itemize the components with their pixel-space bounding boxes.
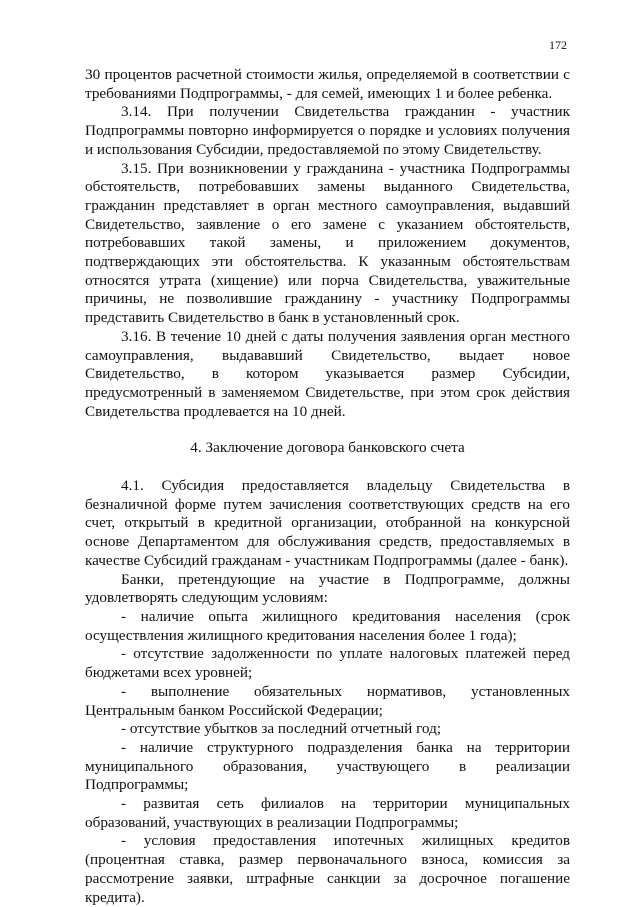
document-body — [85, 66, 570, 907]
list-item-structural-division: - наличие структурного подразделения банка на территории муниципального образования, участвующего в реализации Подпрограммы; — [85, 738, 570, 794]
list-item-mandatory-standards: - выполнение обязательных нормативов, установленных Центральным банком Российской Федерации; — [85, 682, 570, 719]
page-number: 172 — [549, 38, 567, 52]
paragraph-bank-requirements: Банки, претендующие на участие в Подпрограмме, должны удовлетворять следующим условиям: — [85, 570, 570, 607]
paragraph-3-16: 3.16. В течение 10 дней с даты получения заявления орган местного самоуправления, выдававший Свидетельство, выдает новое Свидетельство, в котором указывается размер Субсидии, предусмотренный в заменяемом Свидетельстве, при этом срок действия Свидетельства продлевается на 10 дней. — [85, 327, 570, 420]
paragraph-3-15: 3.15. При возникновении у гражданина - участника Подпрограммы обстоятельств, потребовавших замены выданного Свидетельства, гражданин представляет в орган местного самоуправления, выдавший Свидетельство, заявление о его замене с указанием обстоятельств, потребовавших такой замены, и приложением документов, подтверждающих эти обстоятельства. К указанным обстоятельствам относятся утрата (хищение) или порча Свидетельства, уважительные причины, не позволившие гражданину - участнику Подпрограммы представить Свидетельство в банк в установленный срок. — [85, 159, 570, 327]
list-item-no-losses: - отсутствие убытков за последний отчетный год; — [121, 720, 442, 738]
list-item-branch-network: - развитая сеть филиалов на территории муниципальных образований, участвующих в реализации Подпрограммы; — [85, 795, 570, 831]
paragraph-3-14: 3.14. При получении Свидетельства гражданин - участник Подпрограммы повторно информируется о порядке и условиях получения и использования Субсидии, предоставляемой по этому Свидетельству. — [85, 103, 570, 158]
section-heading: 4. Заключение договора банковского счета — [190, 439, 465, 457]
list-item-no-tax-debt: - отсутствие задолженности по уплате налоговых платежей перед бюджетами всех уровней; — [85, 645, 570, 682]
list-item-mortgage-conditions: - условия предоставления ипотечных жилищных кредитов (процентная ставка, размер первоначального взноса, комиссия за рассмотрение заявки, штрафные санкции за досрочное погашение кредита). — [85, 832, 570, 906]
paragraph-continuation: 30 процентов расчетной стоимости жилья, определяемой в соответствии с требованиями Подпрограммы, - для семей, имеющих 1 и более ребенка. — [85, 66, 570, 102]
list-item-lending-experience: - наличие опыта жилищного кредитования населения (срок осуществления жилищного кредитования населения более 1 года); — [85, 607, 570, 644]
paragraph-4-1: 4.1. Субсидия предоставляется владельцу Свидетельства в безналичной форме путем зачисления соответствующих средств на его счет, открытый в кредитной организации, отобранной на конкурсной основе Департаментом для обслуживания средств, предоставляемых в качестве Субсидий гражданам - участникам Подпрограммы (далее - банк). — [85, 477, 570, 569]
